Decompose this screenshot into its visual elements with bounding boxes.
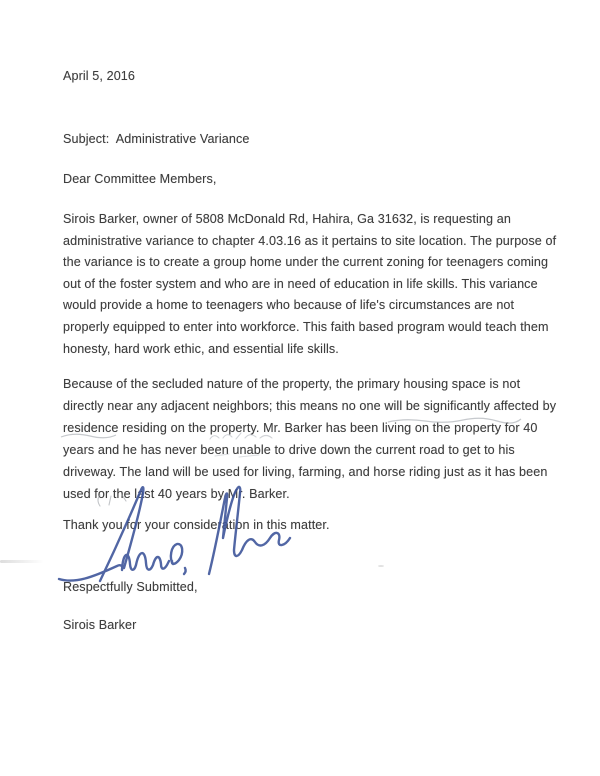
body-paragraph-1 bbox=[63, 209, 556, 360]
closing-line: Thank you for your consideration in this matter. bbox=[63, 518, 330, 532]
signoff-line: Respectfully Submitted, bbox=[63, 580, 198, 594]
paragraph-line: driveway. The land will be used for living, farming, and horse riding just as it has been bbox=[63, 465, 548, 479]
letter-date: April 5, 2016 bbox=[63, 69, 136, 83]
subject-line: Subject: Administrative Variance bbox=[63, 132, 250, 146]
paragraph-line: out of the foster system and who are in need of education in life skills. This variance bbox=[63, 276, 538, 291]
scan-edge-artifact bbox=[0, 560, 44, 563]
paragraph-line: Because of the secluded nature of the property, the primary housing space is not bbox=[63, 377, 521, 391]
paragraph-line: honesty, hard work ethic, and essential life skills. bbox=[63, 341, 339, 356]
paragraph-line: directly near any adjacent neighbors; this means no one will be significantly affected by bbox=[63, 399, 557, 413]
paragraph-line: properly equipped to enter into workforce. This faith based program would teach them bbox=[63, 319, 549, 334]
paragraph-line: would provide a home to teenagers who because of life's circumstances are not bbox=[63, 298, 515, 313]
paragraph-line: years and he has never been unable to drive down the current road to get to his bbox=[63, 443, 515, 457]
paragraph-line: used for the last 40 years by Mr. Barker. bbox=[63, 487, 290, 501]
salutation: Dear Committee Members, bbox=[63, 172, 217, 186]
body-paragraph-2 bbox=[63, 373, 556, 505]
signer-name: Sirois Barker bbox=[63, 618, 137, 632]
paragraph-line: Sirois Barker, owner of 5808 McDonald Rd, Hahira, Ga 31632, is requesting an bbox=[63, 212, 511, 226]
paragraph-line: residence residing on the property. Mr. Barker has been living on the property for 40 bbox=[63, 421, 538, 435]
paragraph-line: the variance is to create a group home under the current zoning for teenagers coming bbox=[63, 255, 549, 270]
paragraph-line: administrative variance to chapter 4.03.16 as it pertains to site location. The purpose of bbox=[63, 233, 557, 248]
scan-dot-artifact bbox=[378, 565, 384, 567]
